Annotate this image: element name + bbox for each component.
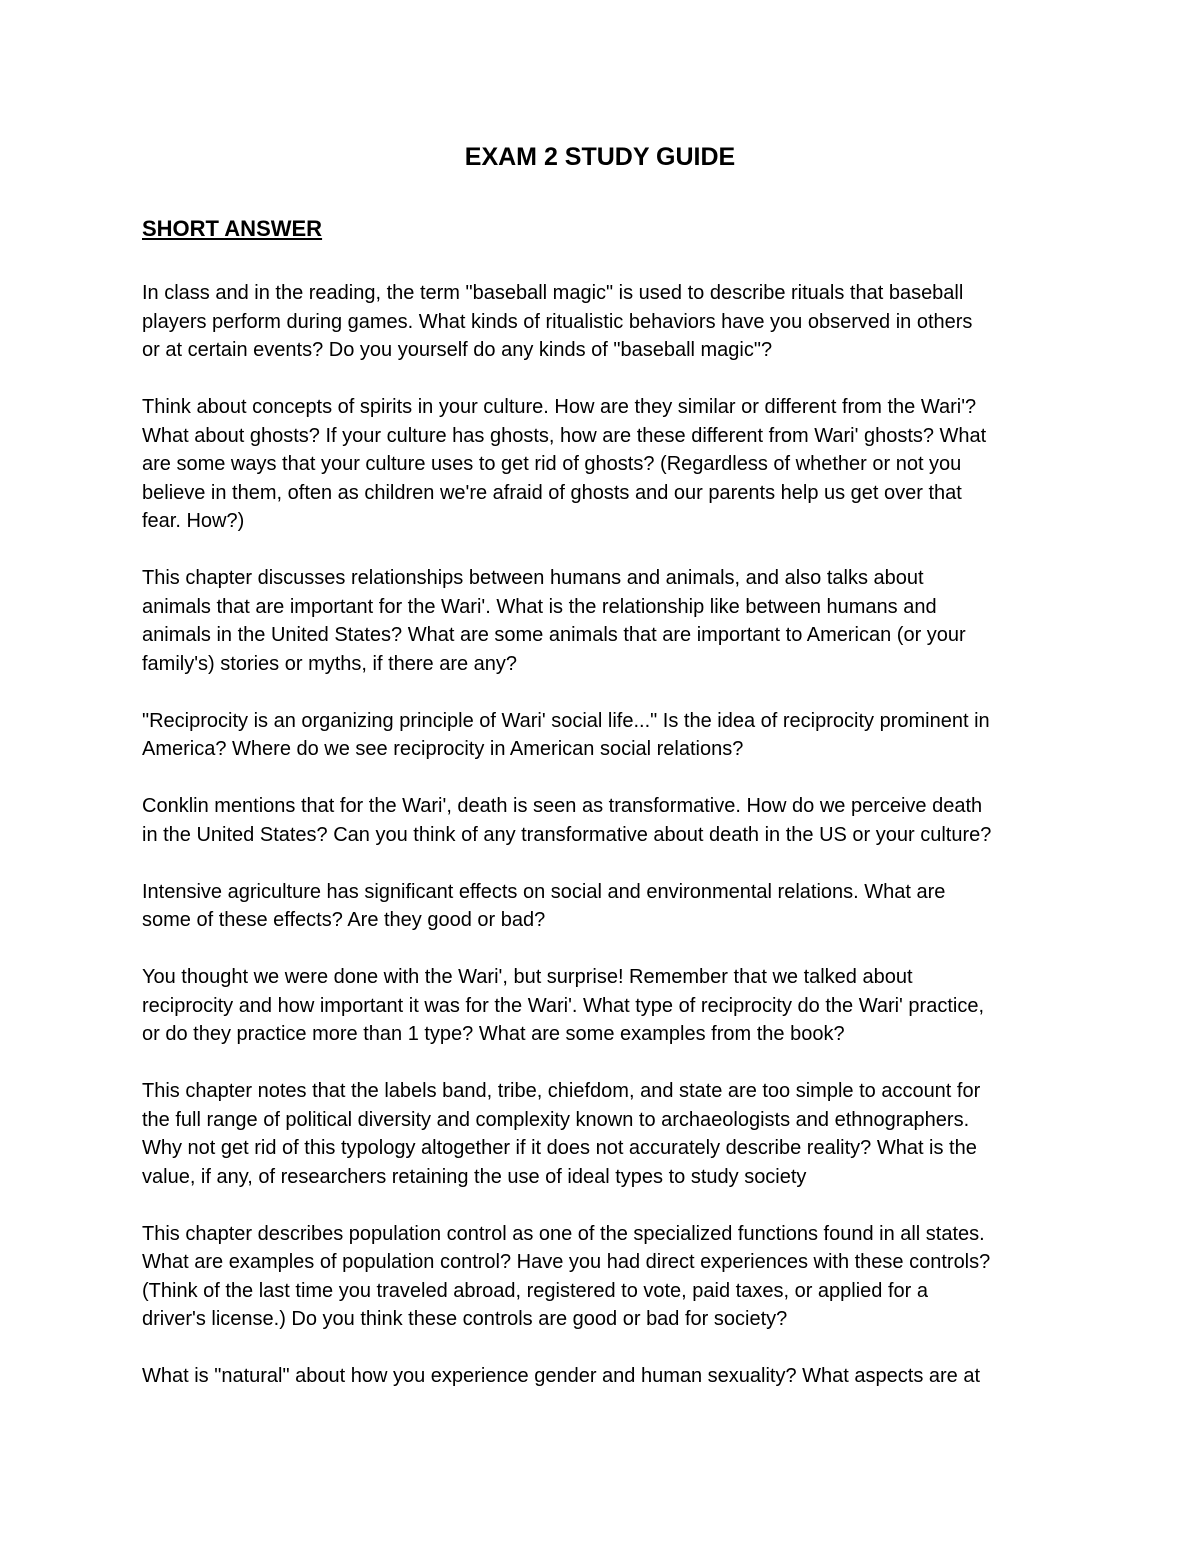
question-line: This chapter notes that the labels band, tribe, chiefdom, and state are too simple to account for (142, 1080, 981, 1102)
question-paragraph (142, 279, 1072, 365)
question-line: value, if any, of researchers retaining the use of ideal types to study society (142, 1165, 807, 1188)
question-line: are some ways that your culture uses to get rid of ghosts? (Regardless of whether or not you (142, 453, 962, 475)
question-line: in the United States? Can you think of any transformative about death in the US or your culture? (142, 823, 992, 846)
question-line: or do they practice more than 1 type? What are some examples from the book? (142, 1023, 845, 1045)
question-line: In class and in the reading, the term "baseball magic" is used to describe rituals that baseball (142, 282, 964, 304)
section-heading-short-answer: SHORT ANSWER (142, 216, 323, 241)
question-line: the full range of political diversity and complexity known to archaeologists and ethnographers. (142, 1108, 970, 1131)
question-line: family's) stories or myths, if there are any? (142, 652, 518, 675)
question-paragraph (142, 1077, 1072, 1191)
question-line: Conklin mentions that for the Wari', death is seen as transformative. How do we perceive death (142, 795, 983, 817)
question-line: or at certain events? Do you yourself do any kinds of "baseball magic"? (142, 339, 773, 361)
question-line: (Think of the last time you traveled abroad, registered to vote, paid taxes, or applied for a (142, 1279, 928, 1302)
question-paragraph (142, 564, 1072, 678)
question-line: This chapter discusses relationships between humans and animals, and also talks about (142, 567, 924, 589)
question-line: What is "natural" about how you experience gender and human sexuality? What aspects are at (142, 1365, 981, 1387)
document-title: EXAM 2 STUDY GUIDE (464, 143, 736, 171)
question-line: animals in the United States? What are some animals that are important to American (or your (142, 624, 966, 646)
question-list (142, 279, 1072, 1419)
question-paragraph (142, 1362, 1072, 1391)
question-paragraph (142, 878, 1072, 935)
question-line: players perform during games. What kinds of ritualistic behaviors have you observed in others (142, 310, 973, 333)
question-line: "Reciprocity is an organizing principle of Wari' social life..." Is the idea of reciprocity prominent in (142, 709, 990, 732)
question-line: fear. How?) (142, 510, 245, 532)
question-line: animals that are important for the Wari'. What is the relationship like between humans and (142, 595, 937, 618)
question-line: reciprocity and how important it was for the Wari'. What type of reciprocity do the Wari' practice, (142, 994, 985, 1017)
question-line: driver's license.) Do you think these controls are good or bad for society? (142, 1308, 788, 1330)
question-line: some of these effects? Are they good or bad? (142, 909, 546, 931)
question-line: Intensive agriculture has significant effects on social and environmental relations. What are (142, 880, 946, 903)
question-paragraph (142, 707, 1072, 764)
question-line: What about ghosts? If your culture has ghosts, how are these different from Wari' ghosts? What (142, 424, 987, 447)
question-line: America? Where do we see reciprocity in American social relations? (142, 738, 744, 760)
question-line: You thought we were done with the Wari', but surprise! Remember that we talked about (142, 966, 913, 988)
question-paragraph (142, 963, 1072, 1049)
question-line: This chapter describes population control as one of the specialized functions found in all states. (142, 1222, 985, 1245)
question-paragraph (142, 1220, 1072, 1334)
question-line: believe in them, often as children we're afraid of ghosts and our parents help us get over that (142, 481, 962, 504)
question-line: Think about concepts of spirits in your culture. How are they similar or different from the Wari'? (142, 396, 977, 418)
question-line: Why not get rid of this typology altogether if it does not accurately describe reality? What is the (142, 1137, 977, 1159)
question-paragraph (142, 792, 1072, 849)
question-paragraph (142, 393, 1072, 536)
question-line: What are examples of population control? Have you had direct experiences with these controls? (142, 1251, 991, 1273)
